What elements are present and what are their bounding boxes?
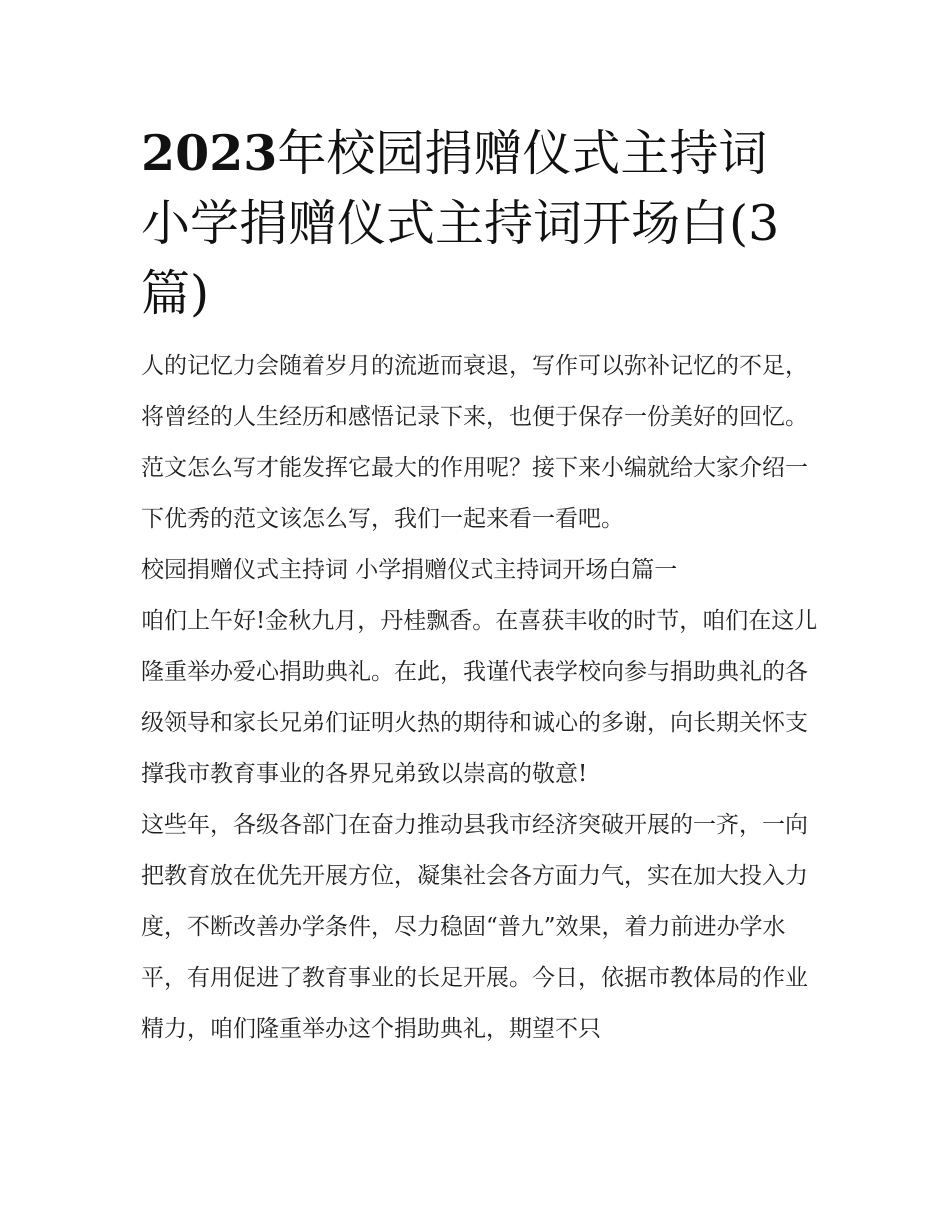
body-paragraph: 咱们上午好!金秋九月，丹桂飘香。在喜获丰收的时节，咱们在这儿隆重举办爱心捐助典礼。在此，我谨代表学校向参与捐助典礼的各级领导和家长兄弟们证明火热的期待和诚心的多谢，向长期关怀支撑我市教育事业的各界兄弟致以崇高的敬意! xyxy=(141,608,818,787)
intro-paragraph: 人的记忆力会随着岁月的流逝而衰退，写作可以弥补记忆的不足，将曾经的人生经历和感悟记录下来，也便于保存一份美好的回忆。范文怎么写才能发挥它最大的作用呢？接下来小编就给大家介绍一下优秀的范文该怎么写，我们一起来看一看吧。 xyxy=(141,353,808,532)
body-paragraph: 这些年，各级各部门在奋力推动县我市经济突破开展的一齐，一向把教育放在优先开展方位，凝集社会各方面力气，实在加大投入力度，不断改善办学条件，尽力稳固“普九”效果，着力前进办学水平，有用促进了教育事业的长足开展。今日，依据市教体局的作业精力，咱们隆重举办这个捐助典礼，期望不只 xyxy=(141,812,808,1042)
document-content xyxy=(141,118,821,1055)
title-line2: 小学捐赠仪式主持词开场白(3 xyxy=(141,195,780,252)
section-heading: 校园捐赠仪式主持词 小学捐赠仪式主持词开场白篇一 xyxy=(141,557,678,583)
title-line1-rest: 年校园捐赠仪式主持词 xyxy=(277,125,768,182)
document-title xyxy=(141,118,821,329)
title-line3: 篇) xyxy=(141,265,210,322)
document-body xyxy=(141,341,821,1055)
title-year: 2023 xyxy=(141,124,278,182)
